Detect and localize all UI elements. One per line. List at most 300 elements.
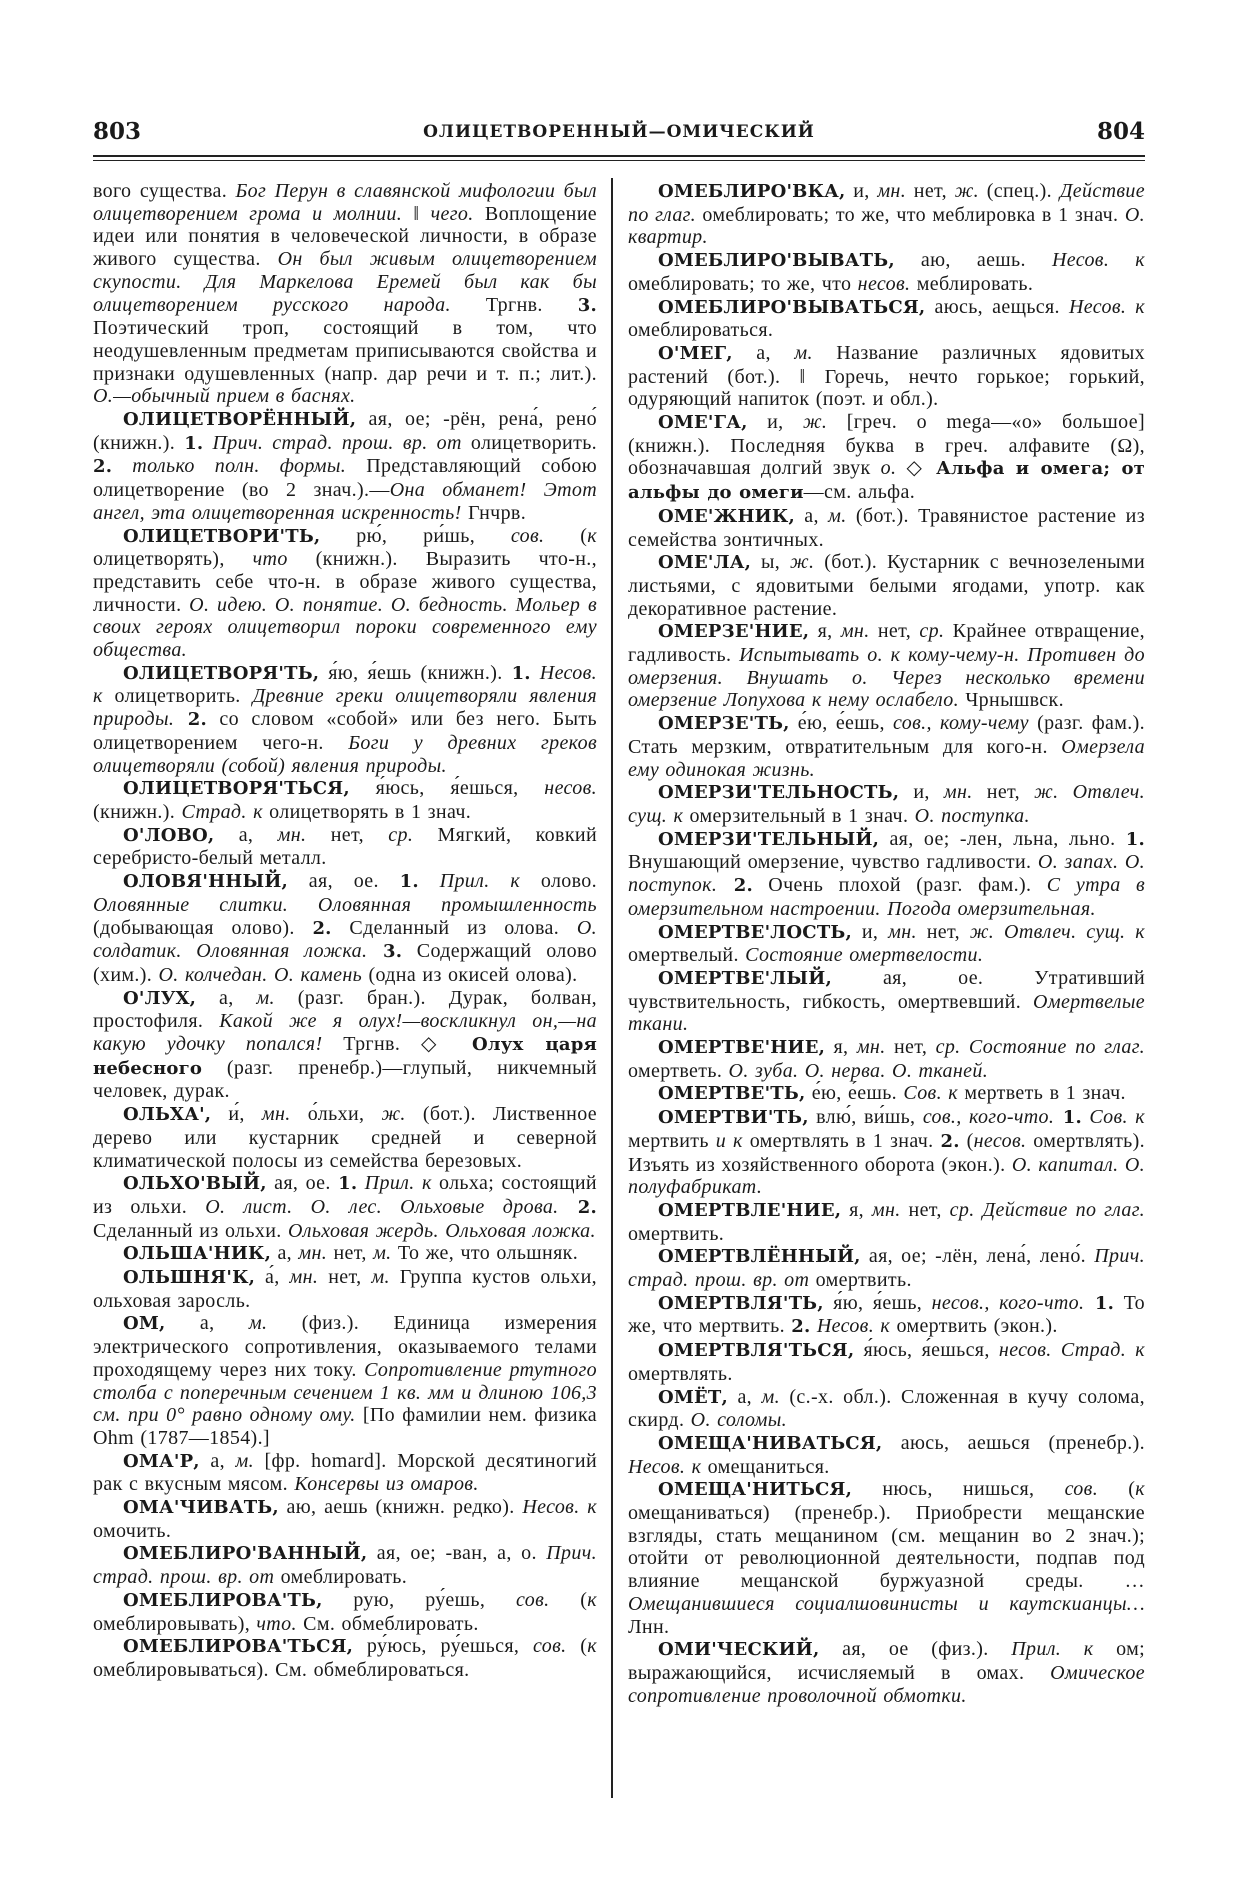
italic-text: Сов. к <box>903 1082 958 1105</box>
headword: ОЛИЦЕТВОРИ'ТЬ, <box>123 525 321 547</box>
entry-text: ( <box>549 1588 588 1611</box>
italic-text: мн. <box>298 1242 328 1265</box>
headword: 2. <box>93 456 113 478</box>
entry-text: е́ю, е́ешь. <box>805 1082 904 1105</box>
headword: ОМЕРТВЕ'ЛОСТЬ, <box>658 921 852 943</box>
headword: ОМЕРЗЕ'ТЬ, <box>658 713 790 735</box>
entry-text: ( <box>566 1635 588 1658</box>
entry-text: а, <box>732 341 795 364</box>
italic-text: м. <box>794 341 813 364</box>
entry-text: ‖ <box>402 202 431 225</box>
italic-text: Прил. к <box>357 1172 432 1195</box>
headword: ОМА'ЧИВАТЬ, <box>123 1497 279 1519</box>
headword: ОМЕБЛИРОВА'ТЬСЯ, <box>123 1636 354 1658</box>
entry-text: омочить. <box>93 1519 172 1542</box>
italic-text: Несов. к <box>93 661 597 708</box>
italic-text: ж. <box>381 1103 406 1126</box>
italic-text: Сов. к <box>1081 1106 1145 1129</box>
dictionary-entry <box>93 870 597 987</box>
headword: О'ЛОВО, <box>123 824 215 846</box>
italic-text: Бог Перун в славянской мифологии был олицетворением грома и молнии. <box>93 180 597 225</box>
headword: ОЛИЦЕТВОРЯ'ТЬСЯ, <box>123 778 350 800</box>
entry-text: нет, <box>906 180 955 202</box>
italic-text: Омещанившиеся социалшовинисты и каутскианцы… <box>628 1592 1145 1615</box>
headword: ОМЁТ, <box>658 1386 728 1408</box>
entry-text: аюсь, аешься (пренебр.). <box>882 1431 1145 1454</box>
italic-text: О. поступка. <box>914 804 1030 827</box>
italic-text: Сопротивление ртутного столба с поперечным сечением 1 кв. мм и длиною 106,3 см. при 0° равно одному ому. <box>93 1358 597 1427</box>
entry-text: омертвлять). Изъять из хозяйственного оборота (экон.). <box>628 1129 1145 1176</box>
italic-text: Омическое сопротивление проволочной обмотки. <box>628 1662 1145 1707</box>
dictionary-entry <box>628 342 1145 411</box>
entry-text: омеблировать; то же, что меблировка в 1 знач. <box>695 203 1125 226</box>
entry-text: омеблировывать), <box>93 1612 257 1635</box>
entry-text: вого существа. <box>93 180 236 202</box>
italic-text: несов. Страд. к <box>998 1339 1145 1362</box>
italic-text: Действие по глаг. <box>628 180 1145 226</box>
italic-text: м. <box>235 1449 254 1472</box>
headword: ОЛИЦЕТВОРЯ'ТЬ, <box>123 662 320 684</box>
italic-text: Омертвелые ткани. <box>628 990 1145 1036</box>
italic-text: к <box>587 1635 597 1658</box>
headword: ОМА'Р, <box>123 1450 200 1472</box>
headword: ОЛОВЯ'ННЫЙ, <box>123 871 288 893</box>
entry-text: Сделанный из ольхи. <box>93 1219 288 1242</box>
entry-text: и, <box>747 411 803 434</box>
headword: ОМЕБЛИРОВА'ТЬ, <box>123 1589 323 1611</box>
italic-text: О. зуба. О. нерва. О. тканей. <box>728 1059 989 1082</box>
entry-text: мертветь в 1 знач. <box>958 1082 1126 1105</box>
dictionary-entry <box>93 1496 597 1542</box>
entry-text: Название различных ядовитых растений (бот.). ‖ Горечь, нечто горькое; горький, одуряющий напиток (поэт. и обл.). <box>628 341 1145 411</box>
entry-text: омещаниваться) (пренебр.). Приобрести мещанские взгляды, стать мещанином (см. мещанин во 2 знач.); отойти от революционной деятельности, подпав под влияние мещанской буржуазной среды. … <box>628 1502 1145 1593</box>
italic-text: Состояние омертвелости. <box>745 944 984 967</box>
headword: ОМЕРТВЕ'НИЕ, <box>658 1037 826 1059</box>
italic-text: мн. <box>289 1266 319 1289</box>
entry-text: Представляющий собою олицетворение (во 2 знач.).— <box>93 455 597 502</box>
entry-text: и, <box>851 920 889 943</box>
italic-text: Оловянные слитки. Оловянная промышленность <box>93 893 597 916</box>
headword: 1. <box>399 871 419 893</box>
italic-text: Несов. к <box>1051 249 1145 272</box>
italic-text: м. <box>371 1266 390 1289</box>
entry-text: влю́, ви́шь, <box>808 1106 923 1129</box>
entry-text: Лнн. <box>628 1615 670 1638</box>
dictionary-entry <box>628 967 1145 1036</box>
entry-text: нет, <box>869 620 920 643</box>
entry-text: я, <box>825 1036 857 1059</box>
entry-text: я́ю, я́ешь, <box>823 1291 932 1314</box>
entry-text: я́юсь, я́ешься, <box>854 1339 999 1362</box>
italic-text: Страд. к <box>181 800 263 823</box>
italic-text: к <box>587 1588 597 1611</box>
italic-text: м. <box>761 1385 780 1408</box>
entry-text: То же, что мертвить. <box>628 1291 1145 1338</box>
italic-text: ср. Состояние по глаг. <box>935 1036 1145 1059</box>
dictionary-entry <box>93 1312 597 1449</box>
headword: 3. <box>577 294 597 316</box>
dictionary-entry <box>628 1478 1145 1638</box>
entry-text: омертвить. <box>628 1222 725 1245</box>
dictionary-entry <box>628 180 1145 249</box>
entry-text: олово. <box>520 870 597 893</box>
italic-text: сов. <box>533 1635 567 1658</box>
italic-text: сов., кого-что. <box>922 1106 1055 1129</box>
italic-text: к <box>587 524 597 547</box>
headword: ОМЕ'ЖНИК, <box>658 505 795 527</box>
entry-text: омещаниться. <box>701 1455 830 1478</box>
headword: ОМ, <box>123 1313 166 1335</box>
dictionary-entry <box>93 1450 597 1496</box>
entry-text: омерзительный в 1 знач. <box>683 804 915 827</box>
italic-text: к <box>1135 1478 1145 1501</box>
headword: О'ЛУХ, <box>123 987 197 1009</box>
entry-text: (бот.). Кустарник с вечнозелеными листьями, с ядовитыми белыми ягодами, употр. как декоративное растение. <box>628 551 1145 620</box>
dictionary-entry <box>628 1339 1145 1385</box>
entry-text: рю́, ри́шь, <box>320 524 511 547</box>
italic-text: несов. <box>544 777 597 800</box>
entry-text: и, <box>899 781 944 804</box>
entry-text: нет, <box>972 781 1035 804</box>
headword: ОЛЬША'НИК, <box>123 1243 272 1265</box>
headword: ОМЕЩА'НИТЬСЯ, <box>658 1479 853 1501</box>
dictionary-entry <box>93 1172 597 1242</box>
entry-text: Внушающий омерзение, чувство гадливости. <box>628 851 1038 874</box>
headword: ОМЕРТВЛЕ'НИЕ, <box>658 1199 842 1221</box>
entry-text: омеблировываться). См. обмеблироваться. <box>93 1659 470 1681</box>
italic-text: м. <box>373 1242 392 1265</box>
headword: ОЛЬШНЯ'К, <box>123 1267 256 1289</box>
entry-text: Воплощение идеи или понятия в человеческой личности, в образе живого существа. <box>93 202 597 271</box>
entry-text: (бот.). Лиственное дерево или кустарник средней и северной климатической полосы из семейства березовых. <box>93 1103 597 1172</box>
dictionary-entry <box>628 1432 1145 1478</box>
entry-text: (спец.). <box>979 180 1060 202</box>
entry-text: (с.-х. обл.). Сложенная в кучу солома, скирд. <box>628 1385 1145 1432</box>
entry-text: ая, ое; -ван, а, о. <box>367 1542 547 1565</box>
entry-text: я, <box>841 1198 872 1221</box>
italic-text: О.—обычный прием в баснях. <box>93 385 356 408</box>
headword: 2. <box>940 1130 960 1152</box>
entry-text: и, <box>845 180 878 202</box>
italic-text: О. солдатик. Оловянная ложка. <box>93 916 597 963</box>
dictionary-entry <box>628 1292 1145 1339</box>
entry-text: ру́юсь, ру́ешься, <box>353 1635 534 1658</box>
entry-text: То же, что ольшняк. <box>391 1242 579 1265</box>
dictionary-entry <box>93 1242 597 1266</box>
entry-text: омеблировать; то же, что <box>628 272 858 295</box>
headword: 2. <box>558 1196 597 1218</box>
italic-text: Какой же я олух!—воскликнул он,—на какую удочку попался! <box>93 1010 597 1056</box>
headword: 3. <box>367 941 403 963</box>
headword: 1. <box>184 432 204 454</box>
entry-text: ольха; состоящий из ольхи. <box>93 1172 597 1218</box>
headword: 1. <box>1125 828 1145 850</box>
entry-text: нет, <box>306 823 389 846</box>
entry-text: омертвить. <box>809 1269 912 1292</box>
italic-text: О. капитал. О. полуфабрикат. <box>628 1153 1145 1199</box>
entry-text: а́, <box>255 1266 290 1289</box>
italic-text: мн. <box>840 620 870 643</box>
dictionary-entry <box>93 824 597 870</box>
entry-text: ая, ое. Утративший чувствительность, гибкость, омертвевший. <box>628 966 1145 1013</box>
entry-text: (бот.). Травянистое растение из семейства зонтичных. <box>628 504 1145 551</box>
headword: ОМЕБЛИРО'ВАННЫЙ, <box>123 1543 368 1565</box>
entry-text: омертвить (экон.). <box>890 1315 1058 1338</box>
dictionary-entry <box>93 662 597 778</box>
header-rule <box>93 155 1145 157</box>
headword: Олух царя небесного <box>93 1034 597 1079</box>
entry-text: ая, ое; -рён, рена́, рено́ (книжн.). <box>93 408 597 454</box>
entry-text: со словом «собой» или без него. Быть олицетворением чего-н. <box>93 708 597 754</box>
italic-text: мн. <box>856 1036 886 1059</box>
headword: Альфа и омега; от альфы до омеги <box>628 458 1145 504</box>
headword: 2. <box>791 1316 811 1338</box>
entry-text: Крайнее отвращение, гадливость. <box>628 620 1145 667</box>
dictionary-entry <box>93 1542 597 1588</box>
entry-text: (разг. бран.). Дурак, болван, простофиля. <box>93 986 597 1033</box>
headword: 2. <box>717 875 753 897</box>
italic-text: и к <box>715 1129 743 1152</box>
dictionary-entry <box>628 296 1145 342</box>
entry-text: [фр. homard]. Морской десятиногий рак с вкусным мясом. <box>93 1449 597 1496</box>
italic-text: несов. <box>857 272 911 295</box>
entry-text: Очень плохой (разг. фам.). <box>752 874 1047 897</box>
entry-text: См. обмеблировать. <box>296 1612 479 1635</box>
italic-text: Несов. к <box>628 1455 702 1478</box>
headword: ОМЕРТВЕ'ЛЫЙ, <box>658 967 832 989</box>
dictionary-entry <box>628 1199 1145 1245</box>
italic-text: ср. <box>919 620 945 643</box>
italic-text: Омерзела ему одинокая жизнь. <box>628 735 1145 781</box>
italic-text: Прич. страд. прош. вр. от <box>93 1542 597 1589</box>
entry-text: мертвить <box>628 1129 716 1152</box>
entry-text: ( <box>959 1129 974 1152</box>
entry-text: а, <box>794 504 829 527</box>
entry-text: Поэтический троп, состоящий в том, что неодушевленным предметам приписываются свойства и признаки одушевленных (напр. дар речи и т. п.; лит.). <box>93 317 597 385</box>
entry-text: Тргнв. ◇ <box>322 1033 472 1056</box>
italic-text: сов. <box>510 524 545 547</box>
entry-text: аюсь, аещься. <box>925 295 1069 318</box>
entry-text: нет, <box>327 1242 374 1265</box>
italic-text: только полн. формы. <box>112 455 347 478</box>
headword: 1. <box>338 1173 358 1195</box>
entry-text: ая, ое (физ.). <box>819 1638 1012 1661</box>
italic-text: мн. <box>943 781 973 804</box>
right-column <box>628 180 1145 1880</box>
italic-text: что <box>252 548 288 571</box>
dictionary-entry <box>628 551 1145 620</box>
entry-text: я́юсь, я́ешься, <box>349 777 545 800</box>
headword: ОМЕ'ЛА, <box>658 552 752 574</box>
italic-text: Боги у древних греков олицетворяли (собой) явления природы. <box>93 731 597 777</box>
headword: ОМЕБЛИРО'ВКА, <box>658 181 846 202</box>
entry-text: меблировать. <box>910 272 1034 295</box>
entry-text: а, <box>199 1449 236 1472</box>
headword: ОМЕРТВЛЯ'ТЬ, <box>658 1292 824 1314</box>
entry-text: а, <box>196 986 257 1009</box>
dictionary-entry <box>628 1106 1145 1199</box>
dictionary-entry <box>628 249 1145 295</box>
dictionary-entry <box>93 180 597 408</box>
italic-text: Несов. к <box>810 1315 891 1338</box>
italic-text: сов., кому-чему <box>893 712 1029 735</box>
entry-text: нет, <box>900 1198 950 1221</box>
dictionary-entry <box>628 921 1145 967</box>
dictionary-entry <box>93 525 597 662</box>
italic-text: несов. <box>973 1129 1027 1152</box>
italic-text: Несов. к <box>522 1496 597 1519</box>
headword: ОМИ'ЧЕСКИЙ, <box>658 1639 820 1661</box>
entry-text: —см. альфа. <box>803 481 916 504</box>
entry-text: а, <box>728 1385 762 1408</box>
entry-text: омеблироваться. <box>628 319 774 342</box>
italic-text: Он был живым олицетворением скупости. Для Маркелова Еремей был как бы олицетворением русского народа. <box>93 248 597 316</box>
italic-text: мн. <box>877 180 907 202</box>
entry-text: рую, ру́ешь, <box>322 1588 516 1611</box>
italic-text: сов. <box>1064 1478 1099 1501</box>
dictionary-entry <box>93 1589 597 1635</box>
dictionary-entry <box>628 828 1145 921</box>
italic-text: ср. <box>388 823 414 846</box>
headword: ОМЕБЛИРО'ВЫВАТЬСЯ, <box>658 296 926 318</box>
dictionary-entry <box>628 1245 1145 1291</box>
entry-text: Содержащий олово (хим.). <box>93 940 597 986</box>
entry-text: нюсь, нишься, <box>852 1478 1065 1501</box>
italic-text: О. колчедан. О. камень <box>158 963 363 986</box>
column-divider <box>611 178 613 1798</box>
entry-text: аю, аешь (книжн. редко). <box>278 1496 523 1519</box>
dictionary-entry <box>93 987 597 1104</box>
headword: 1. <box>511 662 531 684</box>
running-header <box>93 118 1145 152</box>
header-rule-thin <box>93 160 1145 161</box>
entry-text: ая, ое. <box>288 870 400 893</box>
dictionary-entry <box>93 408 597 525</box>
entry-text: ая, ое; -лен, льна, льно. <box>879 827 1126 850</box>
entry-text: о́льхи, <box>290 1103 382 1126</box>
italic-text: ж. <box>802 411 828 434</box>
entry-text: омертвелый. <box>628 944 746 967</box>
italic-text: что. <box>256 1612 297 1635</box>
headword: ОМЕРТВЛЁННЫЙ, <box>658 1246 861 1268</box>
headword: ОМЕБЛИРО'ВЫВАТЬ, <box>658 250 895 272</box>
entry-text: омертвлять в 1 знач. <box>742 1129 941 1152</box>
italic-text: Несов. к <box>1069 295 1145 318</box>
entry-text: олицетворить. <box>461 431 597 454</box>
italic-text: мн. <box>871 1198 901 1221</box>
italic-text: чего. <box>430 202 474 225</box>
italic-text: Ольховая жердь. Ольховая ложка. <box>287 1219 596 1242</box>
headword: ОМЕРЗЕ'НИЕ, <box>658 621 810 643</box>
italic-text: Прил. к <box>1011 1638 1094 1661</box>
dictionary-entry <box>628 505 1145 551</box>
entry-text: олицетворять в 1 знач. <box>262 800 472 823</box>
entry-text: (книжн.). Выразить что-н., представить себе что-н. в образе живого существа, личности. <box>93 548 597 616</box>
entry-text: [По фамилии нем. физика Ohm (1787—1854).] <box>93 1404 597 1449</box>
right-page-number: 804 <box>1096 118 1145 145</box>
entry-text: ая, ое; -лён, лена́, лено́. <box>860 1245 1095 1268</box>
italic-text: мн. <box>261 1103 291 1126</box>
italic-text: ж. <box>790 551 815 574</box>
headword: ОЛИЦЕТВОРЁННЫЙ, <box>123 409 357 431</box>
running-title: ОЛИЦЕТВОРЕННЫЙ—ОМИЧЕСКИЙ <box>423 122 815 142</box>
entry-text: Мягкий, ковкий серебристо-белый металл. <box>93 823 597 870</box>
entry-text: ( <box>1098 1478 1136 1501</box>
italic-text: ср. Действие по глаг. <box>949 1198 1145 1221</box>
headword: 1. <box>1084 1292 1115 1314</box>
dictionary-entry <box>93 1266 597 1312</box>
entry-text: ы, <box>751 551 790 574</box>
entry-text: Группа кустов ольхи, ольховая заросль. <box>93 1266 597 1312</box>
entry-text: ( <box>544 524 588 547</box>
entry-text: (физ.). Единица измерения электрического сопротивления, оказываемого телами проходящему через них току. <box>93 1312 597 1381</box>
italic-text: Прил. к <box>418 870 521 893</box>
entry-text: ая, ое. <box>266 1172 339 1195</box>
italic-text: Она обманет! Этот ангел, эта олицетворенная искренность! <box>93 479 597 524</box>
dictionary-entry <box>93 1635 597 1681</box>
entry-text: а, <box>271 1242 299 1265</box>
italic-text: ж. <box>954 180 980 202</box>
italic-text: несов., кого-что. <box>931 1291 1085 1314</box>
headword: ОМЕРТВЛЯ'ТЬСЯ, <box>658 1340 855 1362</box>
entry-text: Чрнышвск. <box>958 689 1064 712</box>
italic-text: Древние греки олицетворяли явления природы. <box>93 685 597 731</box>
headword: ОЛЬХА', <box>123 1104 212 1126</box>
entry-text: а, <box>214 823 278 846</box>
italic-text: м. <box>256 986 275 1009</box>
dictionary-entry <box>628 1386 1145 1432</box>
entry-text: олицетворить. <box>102 685 253 708</box>
entry-text: [греч. о mega—«о» большое] (книжн.). Последняя буква в греч. алфавите (Ω), обозначавшая долгий звук <box>628 411 1145 480</box>
entry-text: (добывающая олово). <box>93 916 313 939</box>
headword: 2. <box>174 709 207 731</box>
dictionary-entry <box>628 712 1145 781</box>
entry-text: ◇ <box>896 457 937 480</box>
headword: ОМЕРЗИ'ТЕЛЬНОСТЬ, <box>658 782 900 804</box>
italic-text: Прич. страд. прош. вр. от <box>203 431 462 454</box>
italic-text: сов. <box>515 1588 550 1611</box>
headword: 2. <box>312 917 332 939</box>
dictionary-entry <box>628 620 1145 712</box>
dictionary-entry <box>628 1082 1145 1106</box>
italic-text: о. <box>880 457 897 480</box>
entry-text: (одна из окисей олова). <box>362 963 578 986</box>
headword: ОМЕЩА'НИВАТЬСЯ, <box>658 1432 883 1454</box>
headword: ОМЕРЗИ'ТЕЛЬНЫЙ, <box>658 828 880 850</box>
entry-text: Гнчрв. <box>461 501 527 524</box>
entry-text: а, <box>165 1312 249 1335</box>
italic-text: О. квартир. <box>628 203 1145 249</box>
entry-text: нет, <box>885 1036 936 1059</box>
entry-text: и́, <box>211 1103 262 1126</box>
italic-text: ж. Отвлеч. сущ. к <box>969 920 1145 943</box>
italic-text: О. соломы. <box>690 1409 788 1432</box>
headword: 1. <box>1054 1107 1082 1129</box>
entry-text: я, <box>809 620 841 643</box>
dictionary-entry <box>628 411 1145 505</box>
headword: О'МЕГ, <box>658 342 733 364</box>
italic-text: О. лист. О. лес. Ольховые дрова. <box>205 1195 559 1218</box>
entry-text: Сделанный из олова. <box>331 916 577 939</box>
dictionary-entry <box>93 777 597 823</box>
dictionary-entry <box>93 1103 597 1172</box>
left-column <box>93 180 597 1880</box>
entry-text: (разг. пренебр.)—глупый, никчемный человек, дурак. <box>93 1056 597 1103</box>
italic-text: м. <box>248 1312 268 1335</box>
dictionary-entry <box>628 781 1145 827</box>
entry-text: я́ю, я́ешь (книжн.). <box>319 661 512 684</box>
entry-text: нет, <box>318 1266 372 1289</box>
